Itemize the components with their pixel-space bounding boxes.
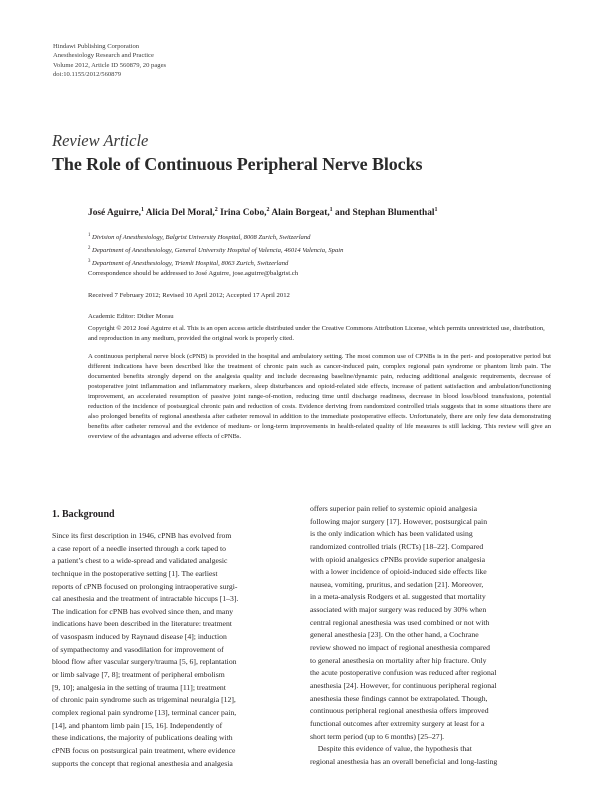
author-list	[88, 207, 438, 218]
publisher-name: Hindawi Publishing Corporation	[53, 43, 140, 50]
body-line: functional outcomes after extremity surgery at least for a	[310, 718, 485, 728]
body-column-right	[310, 503, 551, 768]
body-line: cPNB focus on postsurgical pain treatment, where evidence	[52, 745, 236, 755]
section-heading: 1. Background	[52, 509, 115, 520]
affiliation-text: Department of Anesthesiology, Triemli Hospital, 8063 Zurich, Switzerland	[90, 260, 289, 268]
affiliation-number: 2	[88, 246, 91, 252]
body-line: indications have been described in the literature: treatment	[52, 619, 232, 629]
body-line: review showed no impact of regional anesthesia compared	[310, 643, 490, 653]
body-line: the acute postoperative confusion was reduced after regional	[310, 668, 497, 678]
body-line: reports of cPNB focused on prolonging intraoperative surgi-	[52, 581, 238, 591]
dates-line: Received 7 February 2012; Revised 10 April 2012; Accepted 17 April 2012	[88, 292, 290, 299]
affiliation-number: 1	[88, 233, 91, 238]
body-line: nausea, vomiting, pruritus, and sedation [21]. Moreover,	[310, 579, 484, 589]
body-line: in a meta-analysis Rodgers et al. suggested that mortality	[310, 592, 486, 602]
body-line: Despite this evidence of value, the hypothesis that	[310, 744, 472, 754]
correspondence-line: Correspondence should be addressed to José Aguirre, jose.aguirre@balgrist.ch	[88, 270, 299, 277]
journal-header	[53, 42, 166, 80]
body-line: The indication for cPNB has evolved since then, and many	[52, 606, 234, 616]
author-affiliation-mark: 2	[266, 207, 270, 213]
affiliation-text: Department of Anesthesiology, General University Hospital of Valencia, 46014 Valencia, Spain	[90, 247, 344, 255]
body-line: Since its first description in 1946, cPNB has evolved from	[52, 531, 232, 540]
body-line: of vasospasm induced by Raynaud disease [4]; induction	[52, 632, 227, 642]
author-affiliation-mark: 1	[329, 207, 333, 213]
article-type: Review Article	[52, 131, 149, 150]
body-line: following major surgery [17]. However, postsurgical pain	[310, 516, 488, 526]
author-name: and Stephan Blumenthal	[335, 208, 435, 219]
body-line: of chronic pain syndrome such as trigeminal neuralgia [12],	[52, 695, 236, 705]
author-name: Alicia Del Moral,	[145, 208, 215, 219]
body-line: technique in the postoperative setting [1]. The earliest	[52, 568, 218, 578]
paper-title: The Role of Continuous Peripheral Nerve Blocks	[52, 154, 423, 174]
body-line: with a lower incidence of opioid-induced side effects like	[310, 567, 487, 577]
body-line: associated with major surgery was reduced by 30% when	[310, 605, 487, 615]
body-line: a case report of a needle inserted through a cork taped to	[52, 543, 226, 553]
body-line: these indications, the majority of publications dealing with	[52, 733, 233, 743]
affiliation-item	[88, 230, 343, 243]
affiliation-number: 3	[88, 259, 91, 265]
volume-info: Volume 2012, Article ID 560879, 20 pages	[53, 61, 167, 69]
body-line: to general anesthesia on mortality after hip fracture. Only	[310, 655, 487, 665]
affiliation-list	[88, 230, 343, 270]
affiliation-item	[88, 256, 343, 269]
body-line: is the only indication which has been validated using	[310, 529, 473, 539]
author-name: Irina Cobo,	[220, 208, 267, 219]
body-line: short term period (up to 6 months) [25–27].	[310, 731, 445, 741]
body-line: or limb salvage [7, 8]; treatment of peripheral embolism	[52, 670, 225, 680]
journal-name: Anesthesiology Research and Practice	[53, 52, 154, 60]
body-line: offers superior pain relief to systemic opioid analgesia	[310, 504, 478, 513]
body-line: central regional anesthesia was used combined or not with	[310, 617, 490, 627]
author-affiliation-mark: 1	[434, 207, 438, 213]
body-line: supports the concept that regional anesthesia and analgesia	[52, 758, 233, 768]
author-affiliation-mark: 1	[140, 207, 144, 213]
body-line: anesthesia these findings cannot be extrapolated. Though,	[310, 693, 488, 703]
body-line: complex regional pain syndrome [13], terminal cancer pain,	[52, 707, 237, 717]
body-line: blood flow after vascular surgery/trauma [5, 6], replantation	[52, 657, 237, 667]
body-column-left	[52, 530, 284, 770]
body-line: of sympathectomy and vasodilation for improvement of	[52, 644, 224, 654]
author-affiliation-mark: 2	[214, 207, 218, 213]
body-line: general anesthesia [23]. On the other hand, a Cochrane	[310, 630, 479, 640]
author-name: José Aguirre,	[88, 208, 141, 219]
doi-text[interactable]: doi:10.1155/2012/560879	[53, 71, 122, 79]
affiliation-text: Division of Anesthesiology, Balgrist University Hospital, 8008 Zurich, Switzerland	[90, 234, 311, 242]
body-line: [14], and phantom limb pain [15, 16]. Independently of	[52, 720, 223, 730]
body-line: cal anesthesia and the treatment of intractable hiccups [1–3].	[52, 594, 239, 604]
body-line: a patient’s chest to a wide-spread and validated analgesic	[52, 556, 228, 566]
body-line: continuous peripheral regional anesthesia offers improved	[310, 706, 489, 716]
editor-line: Academic Editor: Didier Morau	[88, 313, 174, 320]
body-line: regional anesthesia has an overall beneficial and long-lasting	[310, 756, 498, 766]
affiliation-item	[88, 243, 343, 256]
body-line: with opioid analgesics cPNBs provide superior analgesia	[310, 554, 486, 564]
body-line: randomized controlled trials (RCTs) [18–22]. Compared	[310, 541, 484, 551]
copyright-notice: Copyright © 2012 José Aguirre et al. This is an open access article distributed under the Creative Commons Attribution License, which permits unrestricted use, distribution, and reproduction in any medium, provided the original work is properly cited.	[88, 325, 545, 342]
abstract-text: A continuous peripheral nerve block (cPNB) is provided in the hospital and ambulatory setting. The most common use of CPNBs is in the peri- and postoperative period but different indications have been described like the treatment of chronic pain such as cancer-induced pain, complex regional pain syndrome or phantom limb pain. The documented benefits strongly depend on the analgesia quality and include decreasing baseline/dynamic pain, reducing additional analgesic requirements, decrease of postoperative joint inflammation and inflammatory markers, sleep disturbances and opioid-related side effects, increase of patient satisfaction and ambulation/functioning improvement, an accelerated resumption of passive joint range-of-motion, reducing time until discharge readiness, decrease in blood loss/blood transfusions, potential reduction of the incidence of postsurgical chronic pain and reduction of costs. Evidence deriving from randomized controlled trials suggests that in some situations there are also prolonged benefits of regional anesthesia after catheter removal in addition to the immediate postoperative effects. Unfortunately, there are only few data demonstrating benefits after catheter removal and the evidence of medium- or long-term improvements in health-related quality of life measures is still lacking. This review will give an overview of the advantages and adverse effects of cPNBs.	[88, 353, 551, 441]
body-line: anesthesia [24]. However, for continuous peripheral regional	[310, 680, 497, 690]
body-line: [9, 10]; analgesia in the setting of trauma [11]; treatment	[52, 682, 226, 692]
author-name: Alain Borgeat,	[271, 208, 330, 219]
